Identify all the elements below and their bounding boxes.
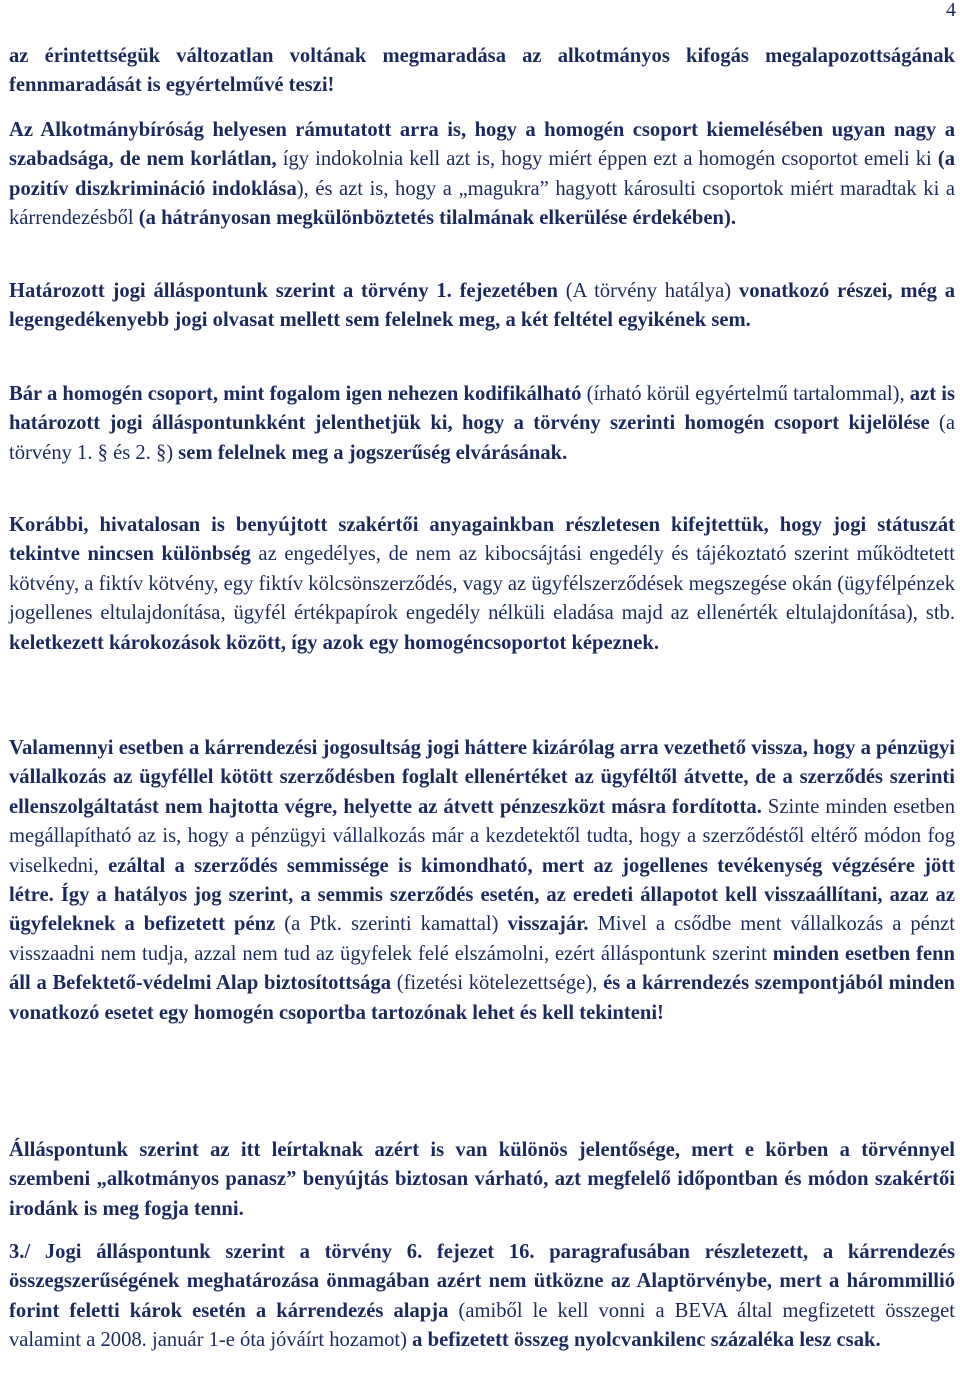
text-run: az engedélyes, de nem az kibocsájtási engedély és tájékoztató szerint működtetett kötvény, a fiktív kötvény, egy fiktív kölcsönszerződés, vagy az ügyfélszerződések megszegése okán (ügyfélpénzek jogellenes eltulajdonítása, ügyfél értékpapírok engedély nélküli eladása majd az ellenérték eltulajdonítása), stb.	[9, 543, 956, 625]
text-run: (a törvény 1. § és 2. §)	[9, 412, 955, 464]
paragraph	[9, 116, 955, 234]
text-run: így indokolnia kell azt is, hogy miért éppen ezt a homogén csoportot emeli ki	[276, 148, 938, 171]
paragraph	[9, 734, 955, 1028]
bold-text-run: Korábbi, hivatalosan is benyújtott szakértői anyagainkban részletesen kifejtettük, hogy jogi státuszát tekintve nincsen különbség	[9, 514, 955, 566]
paragraph	[9, 42, 955, 101]
text-run: (írható körül egyértelmű tartalommal),	[581, 383, 910, 405]
bold-text-run: a befizetett összeg nyolcvankilenc százaléka lesz csak.	[412, 1329, 881, 1352]
bold-text-run: ezáltal a szerződés semmissége is kimondható, mert az jogellenes tevékenység végzésére jött létre. Így a hatályos jog szerint, a semmis szerződés esetén, az eredeti állapotot kell visszaállítani, azaz az ügyfeleknek a befizetett pénz	[9, 854, 955, 936]
bold-text-run: az érintettségük változatlan voltának megmaradása az alkotmányos kifogás megalapozottságának fennmaradását is egyértelművé teszi!	[9, 45, 955, 97]
bold-text-run: Az Alkotmánybíróság helyesen rámutatott arra is, hogy a homogén csoport kiemelésében ugyan nagy a szabadsága, de nem korlátlan,	[9, 119, 955, 171]
bold-text-run: visszajár.	[507, 913, 589, 936]
bold-text-run: Határozott jogi álláspontunk szerint a törvény 1. fejezetében	[9, 280, 558, 302]
bold-text-run: (a pozitív diszkrimináció indoklása	[9, 148, 956, 200]
bold-text-run: keletkezett károkozások között, így azok egy homogéncsoportot képeznek.	[9, 631, 659, 654]
bold-text-run: (a hátrányosan megkülönböztetés tilalmának elkerülése érdekében).	[138, 207, 736, 230]
text-run: (a Ptk. szerinti kamattal)	[275, 913, 508, 936]
paragraph	[9, 380, 955, 468]
bold-text-run: sem felelnek meg a jogszerűség elvárásának.	[178, 441, 568, 464]
bold-text-run: azt is határozott jogi álláspontunkként jelenthetjük ki, hogy a törvény szerinti homogén csoport kijelölése	[9, 383, 955, 435]
text-run: Mivel a csődbe ment vállalkozás a pénzt visszaadni nem tudja, azzal nem tud az ügyfelek felé elszámolni, ezért álláspontunk szerint	[9, 913, 955, 965]
paragraph	[9, 277, 955, 336]
text-run: (amiből le kell vonni a BEVA által megfizetett összeget valamint a 2008. január 1-e óta jóváírt hozamot)	[9, 1299, 955, 1352]
bold-text-run: minden esetben fenn áll a Befektető-védelmi Alap biztosítottsága	[9, 942, 955, 995]
text-run: (A törvény hatálya)	[557, 280, 739, 302]
text-run: Szinte minden esetben megállapítható az is, hogy a pénzügyi vállalkozás már a kezdetektől tudta, hogy a szerződéstől eltérő módon fog viselkedni,	[9, 795, 955, 877]
paragraph	[9, 1238, 955, 1356]
bold-text-run: Valamennyi esetben a kárrendezési jogosultság jogi háttere kizárólag arra vezethető vissza, hogy a pénzügyi vállalkozás az ügyféllel kötött szerződésben foglalt ellenértéket az ügyféltől átvette, de a szerződés szerinti ellenszolgáltatást nem hajtotta végre, helyette az átvett pénzeszközt másra fordította.	[9, 737, 955, 818]
bold-text-run: Álláspontunk szerint az itt leírtaknak azért is van különös jelentősége, mert e körben a törvénnyel szembeni „alkotmányos panasz” benyújtás biztosan várható, azt megfelelő időpontban és módon szakértői irodánk is meg fogja tenni.	[9, 1139, 955, 1220]
text-run: (fizetési kötelezettsége),	[391, 972, 604, 995]
bold-text-run: és a kárrendezés szempontjából minden vonatkozó esetet egy homogén csoportba tartozónak lehet és kell tekinteni!	[9, 972, 956, 1024]
text-run: ), és azt is, hogy a „magukra” hagyott károsulti csoportok miért maradtak ki a kárrendezésből	[9, 177, 955, 230]
bold-text-run: vonatkozó részei, még a legengedékenyebb jogi olvasat mellett sem felelnek meg, a két feltétel egyikének sem.	[9, 280, 956, 332]
bold-text-run: 3./ Jogi álláspontunk szerint a törvény 6. fejezet 16. paragrafusában részletezett, a kárrendezés összegszerűségének meghatározása önmagában azért nem ütközne az Alaptörvénybe, mert a hárommillió forint feletti károk esetén a kárrendezés alapja	[9, 1241, 955, 1322]
paragraph	[9, 1136, 955, 1224]
paragraph	[9, 511, 955, 658]
bold-text-run: Bár a homogén csoport, mint fogalom igen nehezen kodifikálható	[9, 383, 582, 405]
page-number: 4	[946, 0, 956, 21]
